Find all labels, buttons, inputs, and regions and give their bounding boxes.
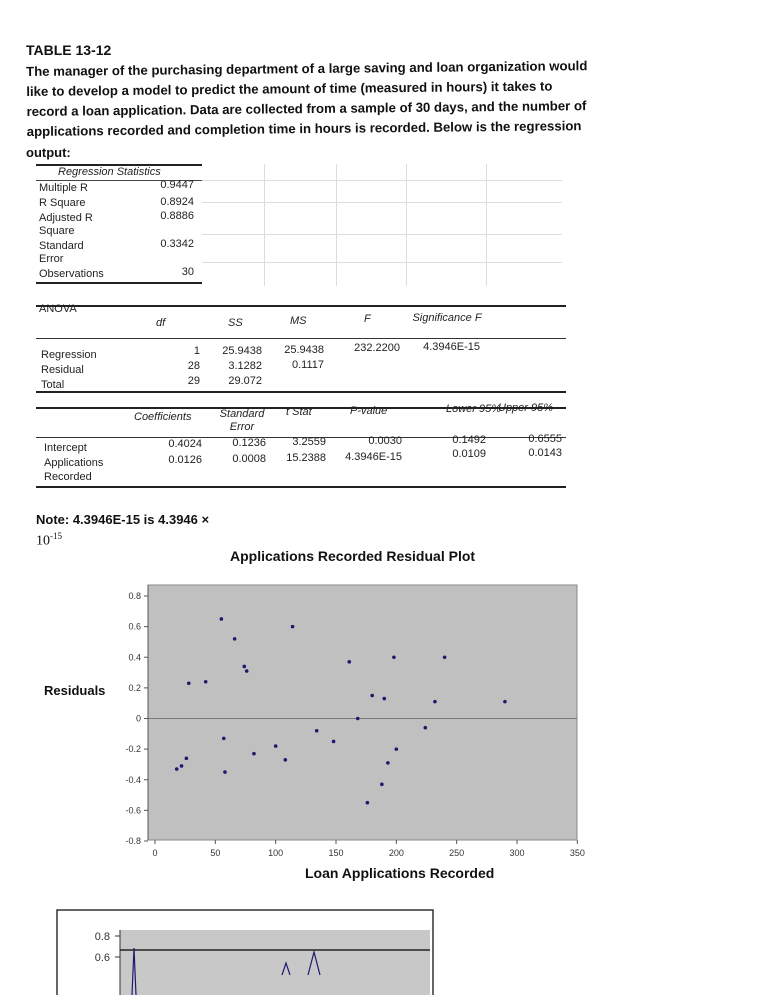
anova-cell: 25.9438 xyxy=(284,344,324,356)
coef-header-coefficients: Coefficients xyxy=(134,411,192,423)
residual-point xyxy=(392,655,396,659)
stat-value: 30 xyxy=(181,266,194,278)
plot-area xyxy=(148,585,577,840)
residual-point xyxy=(380,783,384,787)
residual-point xyxy=(356,717,360,721)
coef-cell: 0.0008 xyxy=(232,453,266,465)
residual-point xyxy=(386,761,390,765)
x-tick-label: 200 xyxy=(388,848,404,858)
residual-point xyxy=(395,747,399,751)
note-power: -15 xyxy=(50,531,62,541)
y-axis-title: Residuals xyxy=(44,683,106,698)
anova-cell: 28 xyxy=(187,360,200,372)
y-tick-label: 0.2 xyxy=(128,682,141,693)
problem-line-output: output: xyxy=(26,145,71,160)
coef-cell: 0.1492 xyxy=(452,434,486,446)
residual-point xyxy=(443,655,447,659)
residual-point xyxy=(366,801,370,805)
coef-cell: 0.0126 xyxy=(168,454,202,466)
stat-label: Observations xyxy=(39,268,104,280)
note-base: 10 xyxy=(36,533,50,549)
residual-point xyxy=(245,669,249,673)
residual-point xyxy=(423,726,427,730)
residual-point xyxy=(220,617,224,621)
stat-label: Standard Error xyxy=(39,240,84,265)
residual-point xyxy=(242,665,246,669)
anova-row-label: Total xyxy=(41,379,65,391)
residual-point xyxy=(222,737,226,741)
stat-value: 0.3342 xyxy=(160,238,194,250)
residual-point xyxy=(233,637,237,641)
x-tick-label: 300 xyxy=(509,848,525,858)
second-y-tick-label: 0.6 xyxy=(94,952,110,964)
residual-point xyxy=(291,625,295,629)
residual-point xyxy=(180,764,184,768)
x-tick-label: 150 xyxy=(328,848,344,858)
problem-line: record a loan application. Data are collected from a sample of 30 days, and the number of xyxy=(26,98,587,119)
coef-cell: 4.3946E-15 xyxy=(345,451,402,463)
coef-header-t-stat: t Stat xyxy=(286,406,312,418)
residual-point xyxy=(433,700,437,704)
residual-point xyxy=(187,681,191,685)
x-tick-label: 350 xyxy=(569,848,585,858)
coef-cell: 0.4024 xyxy=(168,438,202,450)
x-axis-title: Loan Applications Recorded xyxy=(305,865,495,881)
second-y-tick-label: 0.8 xyxy=(94,931,110,943)
anova-cell: 29.072 xyxy=(228,375,262,387)
anova-header-f: F xyxy=(364,313,371,325)
residual-point xyxy=(382,697,386,701)
residual-point xyxy=(347,660,351,664)
coef-cell: 0.0143 xyxy=(528,447,562,459)
y-tick-label: 0.4 xyxy=(128,652,141,663)
coef-row-label: Applications Recorded xyxy=(44,457,104,483)
coef-cell: 0.0030 xyxy=(368,435,402,447)
anova-title: ANOVA xyxy=(39,303,77,315)
residual-point xyxy=(252,752,256,756)
coef-cell: 3.2559 xyxy=(292,436,326,448)
anova-row-label: Regression xyxy=(41,349,97,361)
anova-cell: 0.1117 xyxy=(291,359,324,371)
residual-point xyxy=(175,767,179,771)
coef-header-lower95: Lower 95% xyxy=(446,403,502,415)
y-tick-label: -0.2 xyxy=(125,744,141,755)
problem-line: applications recorded and completion time in hours is recorded. Below is the regression xyxy=(26,118,582,139)
x-tick-label: 100 xyxy=(268,848,284,858)
anova-cell: 4.3946E-15 xyxy=(423,341,480,353)
anova-header-significance: Significance F xyxy=(412,312,482,324)
stat-value: 0.8886 xyxy=(160,210,194,222)
y-tick-label: -0.8 xyxy=(125,836,141,846)
problem-line: like to develop a model to predict the amount of time (measured in hours) it takes to xyxy=(26,78,553,99)
y-tick-label: 0 xyxy=(135,713,141,724)
residual-point xyxy=(284,758,288,762)
stat-label: Adjusted R Square xyxy=(39,212,93,237)
residual-point xyxy=(185,757,189,761)
y-tick-label: 0.8 xyxy=(128,591,141,601)
stat-label: R Square xyxy=(39,197,86,209)
chart-title: Applications Recorded Residual Plot xyxy=(230,548,476,564)
anova-header-df: df xyxy=(156,317,166,329)
x-tick-label: 250 xyxy=(449,848,465,858)
anova-cell: 1 xyxy=(193,345,200,357)
anova-cell: 25.9438 xyxy=(222,345,262,357)
x-tick-label: 50 xyxy=(210,848,221,858)
problem-line: The manager of the purchasing department of a large saving and loan organization would xyxy=(26,58,588,79)
y-tick-label: -0.6 xyxy=(125,805,141,816)
y-tick-label: -0.4 xyxy=(125,774,141,785)
regression-stats-title: Regression Statistics xyxy=(58,166,161,178)
residual-point xyxy=(370,694,374,698)
coef-cell: 0.6555 xyxy=(528,433,562,445)
table-tag: TABLE 13-12 xyxy=(26,42,112,58)
anova-cell: 3.1282 xyxy=(228,360,262,372)
stat-value: 0.9447 xyxy=(160,179,194,191)
anova-cell: 29 xyxy=(187,375,200,387)
coef-cell: 0.1236 xyxy=(232,437,266,449)
coef-cell: 0.0109 xyxy=(452,448,486,460)
residual-point xyxy=(315,729,319,733)
coef-cell: 15.2388 xyxy=(286,452,326,464)
anova-header-ms: MS xyxy=(290,315,307,327)
coef-header-std-error: Standard Error xyxy=(219,408,265,433)
coef-header-p-value: P-value xyxy=(350,405,388,417)
second-plot-partial xyxy=(57,910,433,995)
x-tick-label: 0 xyxy=(152,848,158,858)
anova-header-ss: SS xyxy=(228,317,243,329)
stat-value: 0.8924 xyxy=(160,196,194,208)
residual-point xyxy=(204,680,208,684)
second-plot-area xyxy=(120,930,430,995)
coef-header-upper95: Upper 95% xyxy=(498,402,554,414)
residual-point xyxy=(223,770,227,774)
y-tick-label: 0.6 xyxy=(128,621,141,632)
coef-row-label: Intercept xyxy=(44,442,87,454)
residual-plot-main xyxy=(125,585,584,858)
note: Note: 4.3946E-15 is 4.3946 × xyxy=(36,512,210,527)
anova-row-label: Residual xyxy=(41,364,84,376)
residual-point xyxy=(503,700,507,704)
anova-cell: 232.2200 xyxy=(354,342,400,354)
residual-point xyxy=(332,740,336,744)
residual-point xyxy=(274,744,278,748)
stat-label: Multiple R xyxy=(39,182,88,194)
